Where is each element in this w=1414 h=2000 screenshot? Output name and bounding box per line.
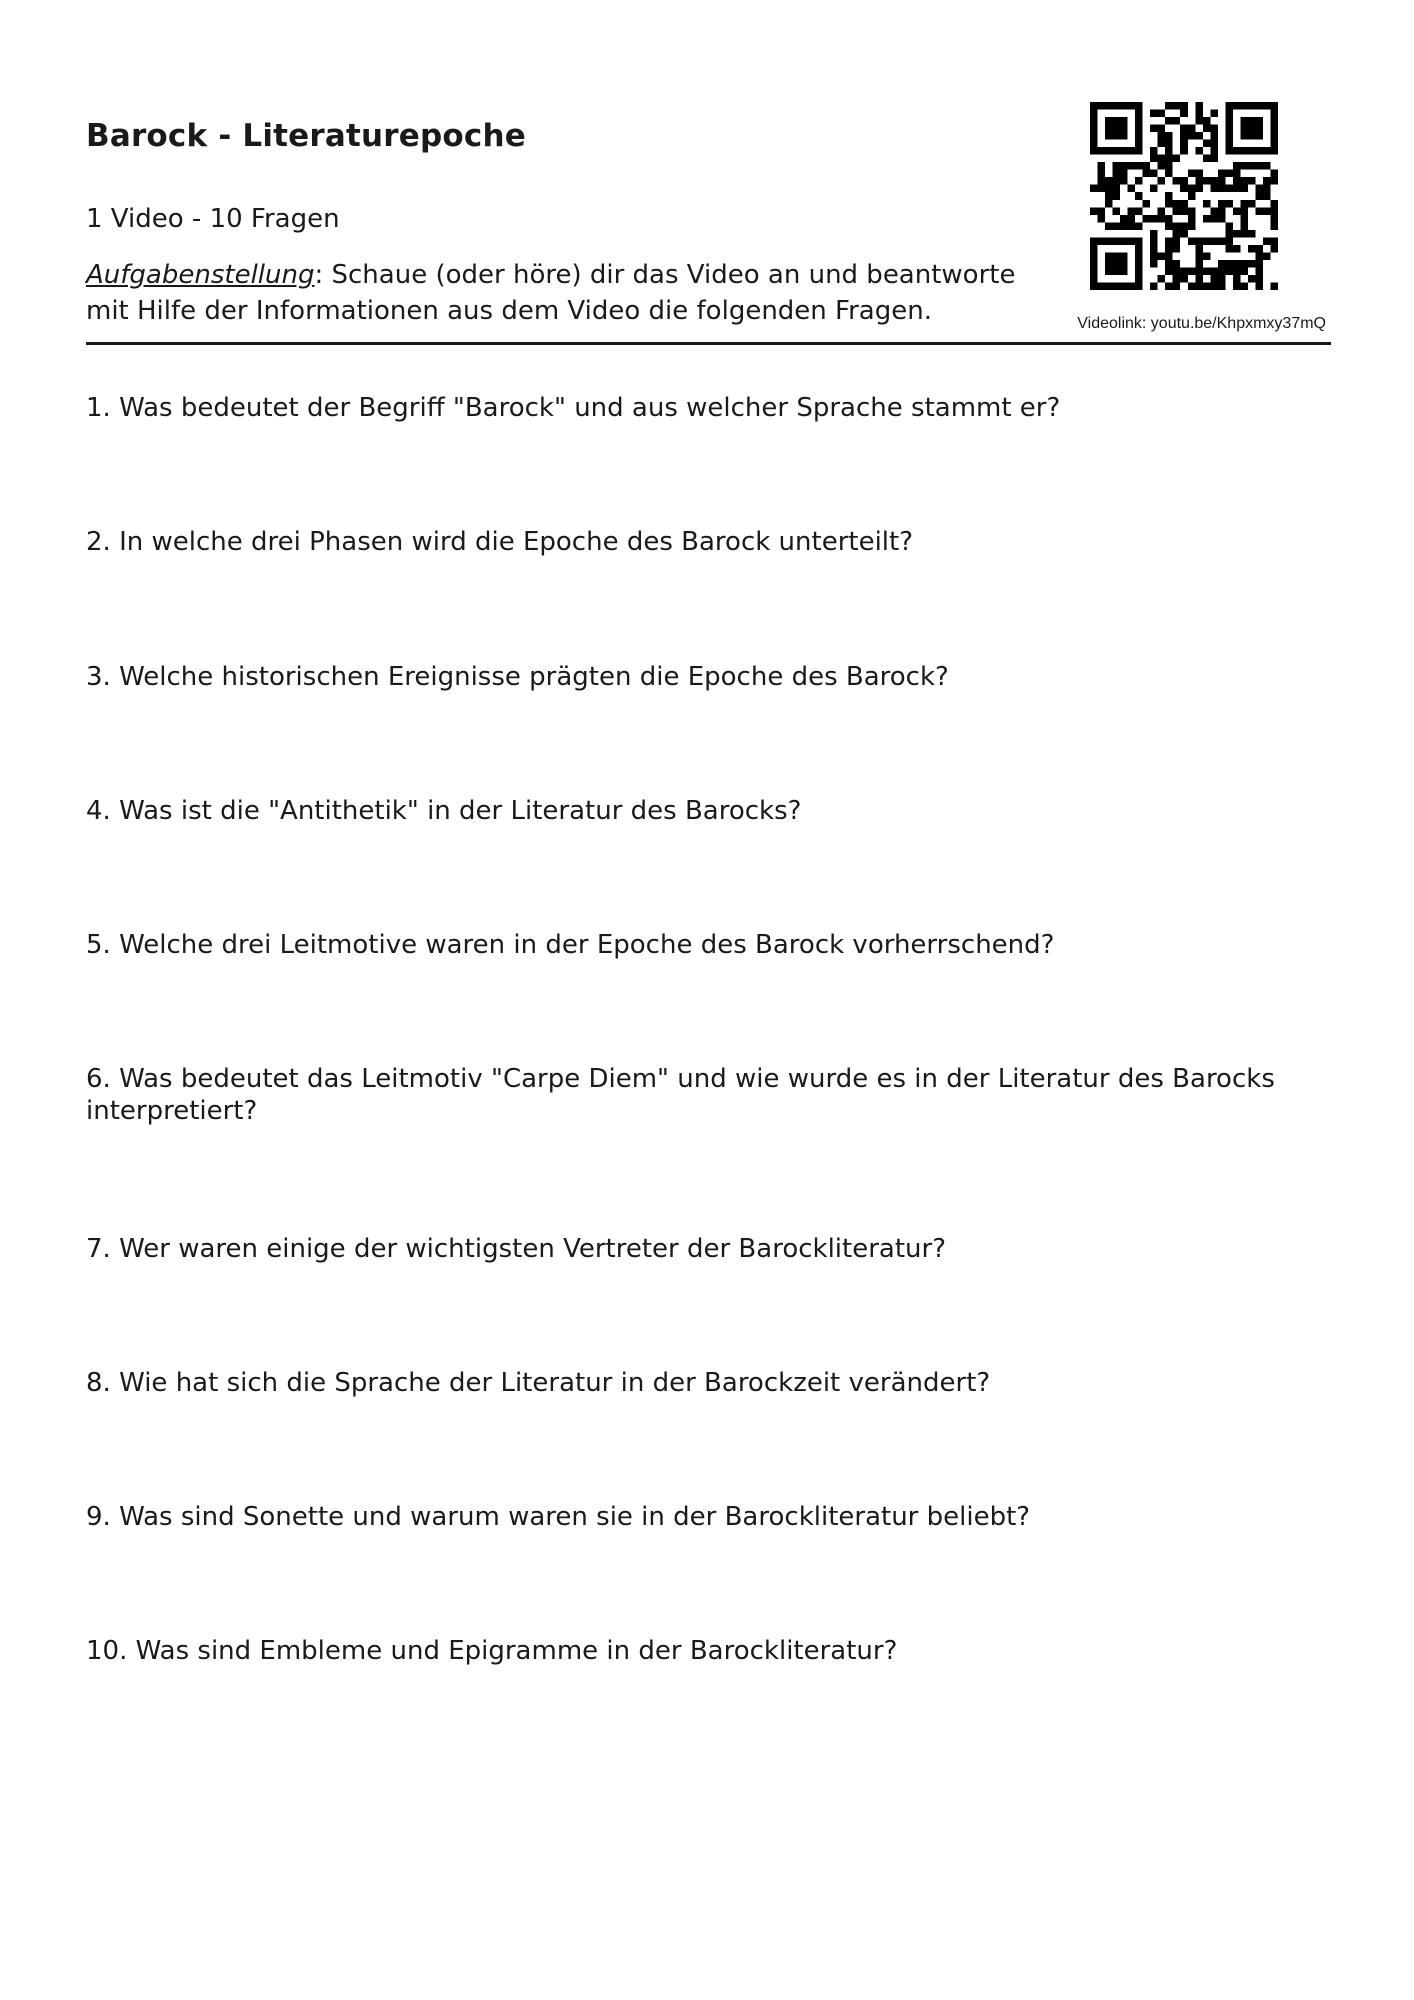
task-text: : Schaue (oder höre) dir das Video an und beantworte mit Hilfe der Informationen aus dem Video die folgenden Fragen. (86, 260, 1016, 326)
task-label: Aufgabenstellung (86, 260, 315, 290)
question-8: 8. Wie hat sich die Sprache der Literatur in der Barockzeit verändert? (86, 1368, 991, 1398)
question-3: 3. Welche historischen Ereignisse prägten die Epoche des Barock? (86, 662, 949, 692)
question-5: 5. Welche drei Leitmotive waren in der Epoche des Barock vorherrschend? (86, 930, 1055, 960)
page-title: Barock - Literaturepoche (86, 118, 526, 154)
question-9: 9. Was sind Sonette und warum waren sie in der Barockliteratur beliebt? (86, 1502, 1031, 1532)
question-7: 7. Wer waren einige der wichtigsten Vertreter der Barockliteratur? (86, 1234, 946, 1264)
question-4: 4. Was ist die "Antithetik" in der Literatur des Barocks? (86, 796, 802, 826)
video-link: Videolink: youtu.be/Khpxmxy37mQ (1077, 315, 1326, 332)
qr-code-icon (1090, 102, 1278, 290)
question-10: 10. Was sind Embleme und Epigramme in der Barockliteratur? (86, 1636, 898, 1666)
header-divider (86, 342, 1331, 345)
question-2: 2. In welche drei Phasen wird die Epoche des Barock unterteilt? (86, 527, 914, 557)
task-instructions (86, 257, 1046, 329)
question-1: 1. Was bedeutet der Begriff "Barock" und aus welcher Sprache stammt er? (86, 393, 1061, 423)
question-6: 6. Was bedeutet das Leitmotiv "Carpe Diem" und wie wurde es in der Literatur des Barocks interpretiert? (86, 1064, 1275, 1126)
page-subtitle: 1 Video - 10 Fragen (86, 204, 340, 234)
